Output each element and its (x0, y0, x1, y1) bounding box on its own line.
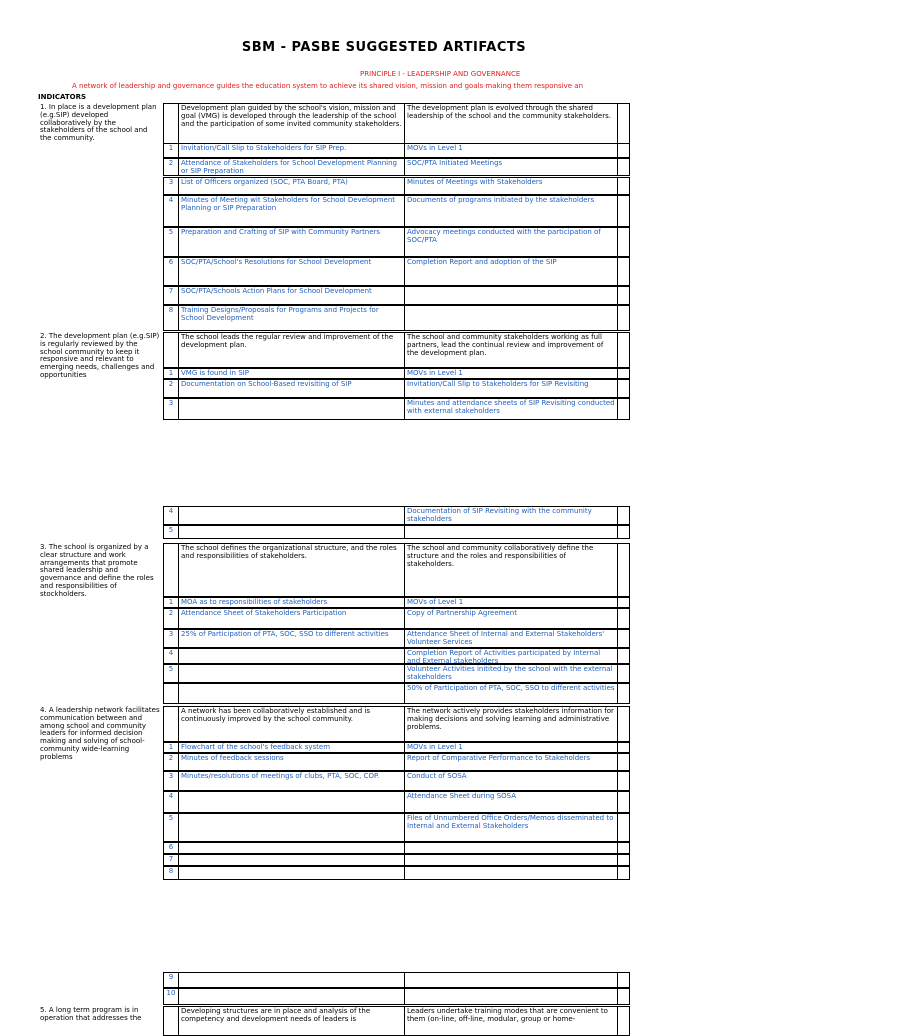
next-level-cell: MOVs in Level 1 (404, 742, 617, 753)
next-level-cell (404, 525, 617, 539)
level-cell: Documentation on School-Based revisiting of SIP (178, 379, 404, 398)
indicator-cell (38, 597, 163, 608)
level-cell: Minutes of feedback sessions (178, 753, 404, 771)
next-level-cell (404, 305, 617, 331)
next-level-cell: Conduct of SOSA (404, 771, 617, 791)
level-cell: Attendance Sheet of Stakeholders Participation (178, 608, 404, 629)
item-number-cell (163, 103, 178, 144)
score-cell (617, 368, 630, 379)
level-cell: MOA as to responsibilities of stakeholders (178, 597, 404, 608)
table-row (38, 368, 630, 379)
table-row (38, 753, 630, 771)
table-row (38, 227, 630, 257)
score-cell (617, 1006, 630, 1036)
table-row (38, 143, 630, 158)
level-cell: SOC/PTA/Schools Action Plans for School Development (178, 286, 404, 305)
indicator-cell (38, 791, 163, 813)
score-cell (617, 753, 630, 771)
table-row (38, 742, 630, 753)
score-cell (617, 629, 630, 648)
item-number-cell: 2 (163, 379, 178, 398)
next-level-cell: Copy of Partnership Agreement (404, 608, 617, 629)
indicator-cell (38, 664, 163, 683)
item-number-cell: 1 (163, 143, 178, 158)
level-cell (178, 648, 404, 664)
indicator-cell (38, 398, 163, 420)
indicator-cell (38, 143, 163, 158)
score-cell (617, 525, 630, 539)
next-level-cell: Leaders undertake training modes that are convenient to them (on-line, off-line, modular, group or home- (404, 1006, 617, 1036)
item-number-cell: 4 (163, 791, 178, 813)
score-cell (617, 143, 630, 158)
score-cell (617, 332, 630, 368)
table-row (38, 257, 630, 286)
table-row (38, 988, 630, 1005)
level-cell: Developing structures are in place and analysis of the competency and development needs of leaders is (178, 1006, 404, 1036)
level-cell: Flowchart of the school's feedback system (178, 742, 404, 753)
item-number-cell: 5 (163, 813, 178, 842)
next-level-cell: Minutes and attendance sheets of SIP Revisiting conducted with external stakeholders (404, 398, 617, 420)
indicators-label: INDICATORS (38, 93, 87, 101)
table-row (38, 103, 630, 144)
next-level-cell (404, 286, 617, 305)
score-cell (617, 771, 630, 791)
next-level-cell: Attendance Sheet during SOSA (404, 791, 617, 813)
next-level-cell: MOVs of Level 1 (404, 597, 617, 608)
indicator-cell (38, 257, 163, 286)
score-cell (617, 842, 630, 854)
level-cell (178, 525, 404, 539)
table-row (38, 525, 630, 539)
next-level-cell (404, 988, 617, 1005)
next-level-cell: Files of Unnumbered Office Orders/Memos disseminated to Internal and External Stakeholders (404, 813, 617, 842)
level-cell (178, 842, 404, 854)
level-cell: Minutes of Meeting wit Stakeholders for School Development Planning or SIP Preparation (178, 195, 404, 227)
level-cell: List of Officers organized (SOC, PTA Board, PTA) (178, 177, 404, 195)
item-number-cell: 1 (163, 597, 178, 608)
score-cell (617, 597, 630, 608)
indicator-cell (38, 608, 163, 629)
item-number-cell: 8 (163, 305, 178, 331)
level-cell (178, 813, 404, 842)
table-row (38, 683, 630, 704)
table-row (38, 648, 630, 664)
level-cell: Preparation and Crafting of SIP with Community Partners (178, 227, 404, 257)
next-level-cell: Invitation/Call Slip to Stakeholders for SIP Revisiting (404, 379, 617, 398)
item-number-cell: 3 (163, 629, 178, 648)
score-cell (617, 648, 630, 664)
indicator-cell: 3. The school is organized by a clear structure and work arrangements that promote shared leadership and governance and define the roles and responsibilities of stockholders. (40, 543, 154, 598)
level-cell: The school defines the organizational structure, and the roles and responsibilities of stakeholders. (178, 543, 404, 597)
next-level-cell: The network actively provides stakeholders information for making decisions and solving learning and administrative problems. (404, 706, 617, 742)
indicator-cell (38, 158, 163, 176)
next-level-cell: The school and community stakeholders working as full partners, lead the continual review and improvement of the development plan. (404, 332, 617, 368)
level-cell: Development plan guided by the school's vision, mission and goal (VMG) is developed through the leadership of the school and the participation of some invited community stakeholders. (178, 103, 404, 144)
item-number-cell: 3 (163, 771, 178, 791)
item-number-cell: 3 (163, 177, 178, 195)
score-cell (617, 742, 630, 753)
score-cell (617, 227, 630, 257)
score-cell (617, 791, 630, 813)
item-number-cell: 5 (163, 664, 178, 683)
score-cell (617, 379, 630, 398)
table-row (38, 629, 630, 648)
item-number-cell: 10 (163, 988, 178, 1005)
score-cell (617, 854, 630, 866)
item-number-cell: 7 (163, 286, 178, 305)
indicator-cell (38, 379, 163, 398)
table-row (38, 379, 630, 398)
indicator-cell (38, 842, 163, 854)
indicator-cell (38, 629, 163, 648)
item-number-cell: 6 (163, 257, 178, 286)
indicator-cell (38, 771, 163, 791)
indicator-cell (38, 227, 163, 257)
table-row (38, 854, 630, 866)
level-cell: The school leads the regular review and improvement of the development plan. (178, 332, 404, 368)
indicator-cell (38, 195, 163, 227)
table-row (38, 771, 630, 791)
next-level-cell: Documents of programs initiated by the stakeholders (404, 195, 617, 227)
level-cell (178, 506, 404, 525)
level-cell: Attendance of Stakeholders for School Development Planning or SIP Preparation (178, 158, 404, 176)
item-number-cell (163, 1006, 178, 1036)
score-cell (617, 664, 630, 683)
item-number-cell: 5 (163, 227, 178, 257)
next-level-cell (404, 972, 617, 988)
level-cell (178, 972, 404, 988)
level-cell: Invitation/Call Slip to Stakeholders for SIP Prep. (178, 143, 404, 158)
level-cell (178, 866, 404, 880)
indicator-cell (38, 988, 163, 1005)
indicator-cell (38, 813, 163, 842)
item-number-cell: 2 (163, 158, 178, 176)
indicator-cell (38, 368, 163, 379)
level-cell: VMG is found in SIP (178, 368, 404, 379)
score-cell (617, 813, 630, 842)
table-row (38, 158, 630, 176)
next-level-cell (404, 842, 617, 854)
level-cell (178, 791, 404, 813)
score-cell (617, 683, 630, 704)
item-number-cell: 7 (163, 854, 178, 866)
score-cell (617, 506, 630, 525)
indicator-cell (38, 286, 163, 305)
item-number-cell: 3 (163, 398, 178, 420)
score-cell (617, 177, 630, 195)
network-statement: A network of leadership and governance guides the education system to achieve its shared vision, mission and goals making them responsive an (72, 82, 584, 90)
next-level-cell (404, 866, 617, 880)
table-row (38, 791, 630, 813)
next-level-cell: MOVs in Level 1 (404, 143, 617, 158)
table-row (38, 506, 630, 525)
item-number-cell (163, 543, 178, 597)
indicator-cell (38, 305, 163, 331)
level-cell: Minutes/resolutions of meetings of clubs, PTA, SOC, COP. (178, 771, 404, 791)
item-number-cell: 1 (163, 742, 178, 753)
indicator-cell (38, 683, 163, 704)
item-number-cell: 8 (163, 866, 178, 880)
level-cell: SOC/PTA/School's Resolutions for School Development (178, 257, 404, 286)
item-number-cell: 2 (163, 753, 178, 771)
level-cell (178, 683, 404, 704)
score-cell (617, 398, 630, 420)
score-cell (617, 103, 630, 144)
score-cell (617, 866, 630, 880)
table-row (38, 195, 630, 227)
indicator-cell (38, 525, 163, 539)
table-row (38, 813, 630, 842)
indicator-cell (38, 854, 163, 866)
next-level-cell: Advocacy meetings conducted with the participation of SOC/PTA (404, 227, 617, 257)
score-cell (617, 305, 630, 331)
principle-heading: PRINCIPLE I - LEADERSHIP AND GOVERNANCE (360, 70, 521, 78)
indicator-cell (38, 177, 163, 195)
level-cell (178, 664, 404, 683)
indicator-cell (38, 866, 163, 880)
next-level-cell (404, 854, 617, 866)
next-level-cell: Report of Comparative Performance to Stakeholders (404, 753, 617, 771)
score-cell (617, 158, 630, 176)
document-title: SBM - PASBE SUGGESTED ARTIFACTS (241, 40, 527, 55)
score-cell (617, 286, 630, 305)
next-level-cell: MOVs in Level 1 (404, 368, 617, 379)
score-cell (617, 608, 630, 629)
table-row (38, 842, 630, 854)
next-level-cell: Completion Report of Activities participated by Internal and External stakeholders (404, 648, 617, 664)
item-number-cell (163, 683, 178, 704)
table-row (38, 866, 630, 880)
item-number-cell: 5 (163, 525, 178, 539)
indicator-cell (38, 506, 163, 525)
level-cell (178, 988, 404, 1005)
next-level-cell: Completion Report and adoption of the SIP (404, 257, 617, 286)
table-row (38, 597, 630, 608)
item-number-cell: 2 (163, 608, 178, 629)
indicator-cell (38, 648, 163, 664)
level-cell (178, 398, 404, 420)
indicator-cell: 4. A leadership network facilitates communication between and among school and community leaders for informed decision making and solving of school-community wide-learning problems (40, 706, 160, 761)
table-row (38, 972, 630, 988)
indicator-cell: 1. In place is a development plan (e.g.SIP) developed collaboratively by the stakeholders of the school and the community. (40, 103, 157, 143)
score-cell (617, 706, 630, 742)
next-level-cell: The development plan is evolved through the shared leadership of the school and the community stakeholders. (404, 103, 617, 144)
next-level-cell: Documentation of SIP Revisiting with the community stakeholders (404, 506, 617, 525)
item-number-cell: 4 (163, 506, 178, 525)
item-number-cell (163, 706, 178, 742)
level-cell: Training Designs/Proposals for Programs and Projects for School Development (178, 305, 404, 331)
next-level-cell: Attendance Sheet of Internal and External Stakeholders' Volunteer Services (404, 629, 617, 648)
score-cell (617, 972, 630, 988)
level-cell (178, 854, 404, 866)
score-cell (617, 257, 630, 286)
item-number-cell: 1 (163, 368, 178, 379)
next-level-cell: SOC/PTA Initiated Meetings (404, 158, 617, 176)
item-number-cell: 4 (163, 195, 178, 227)
indicator-cell: 5. A long term program is in operation that addresses the (40, 1006, 142, 1022)
indicator-cell (38, 972, 163, 988)
next-level-cell: The school and community collaboratively define the structure and the roles and responsibilities of stakeholders. (404, 543, 617, 597)
score-cell (617, 988, 630, 1005)
table-row (38, 286, 630, 305)
indicator-cell (38, 742, 163, 753)
score-cell (617, 195, 630, 227)
table-row (38, 177, 630, 195)
table-row (38, 543, 630, 597)
item-number-cell: 6 (163, 842, 178, 854)
item-number-cell (163, 332, 178, 368)
indicator-cell (38, 753, 163, 771)
level-cell: 25% of Participation of PTA, SOC, SSO to different activities (178, 629, 404, 648)
next-level-cell: 50% of Participation of PTA, SOC, SSO to different activities (404, 683, 617, 704)
table-row (38, 608, 630, 629)
level-cell: A network has been collaboratively established and is continuously improved by the school community. (178, 706, 404, 742)
table-row (38, 398, 630, 420)
item-number-cell: 9 (163, 972, 178, 988)
table-row (38, 664, 630, 683)
next-level-cell: Minutes of Meetings with Stakeholders (404, 177, 617, 195)
score-cell (617, 543, 630, 597)
indicator-cell: 2. The development plan (e.g.SIP) is regularly reviewed by the school community to keep it responsive and relevant to emerging needs, challenges and opportunities (40, 332, 160, 379)
table-row (38, 1006, 630, 1036)
table-row (38, 305, 630, 331)
item-number-cell: 4 (163, 648, 178, 664)
next-level-cell: Volunteer Activities initited by the school with the external stakeholders (404, 664, 617, 683)
